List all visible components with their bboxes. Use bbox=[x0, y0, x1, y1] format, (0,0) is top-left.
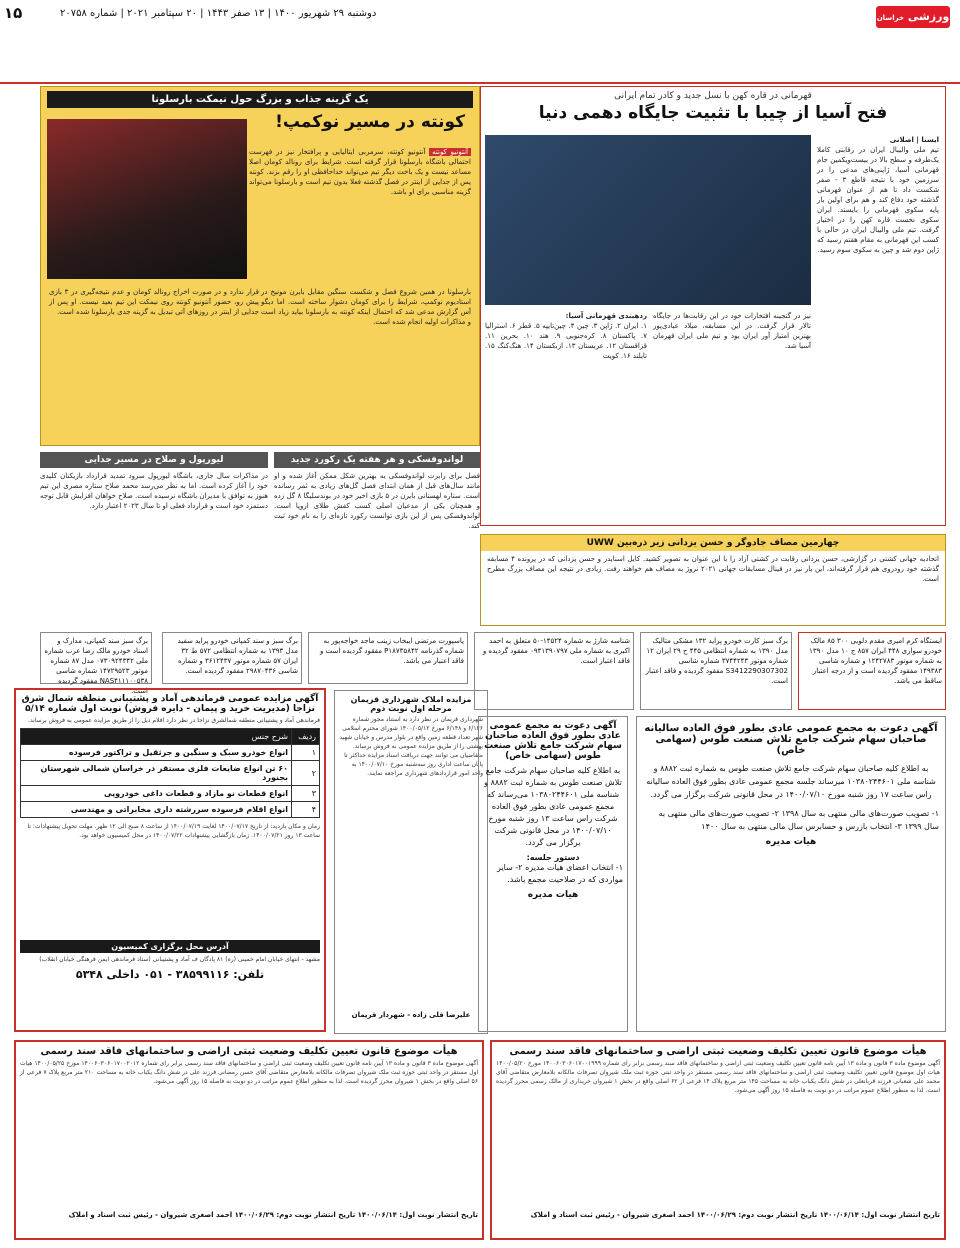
meeting-a-agenda: ۱- انتخاب اعضای هیات مدیره ۲- سایر مواردی که در صلاحیت مجمع باشد. bbox=[497, 863, 623, 884]
meeting-b-agenda: ۱- تصویب صورت‌های مالی منتهی به سال ۱۳۹۸ ۲- تصویب صورت‌های مالی منتهی به سال ۱۳۹۹ ۳- انتخاب بازرس و حسابرس سال مالی منتهی به سال ۱۴۰۰ bbox=[658, 809, 939, 831]
qariman-ad bbox=[334, 690, 488, 1034]
volleyball-body-col2: نیز در گنجینه افتخارات خود در این رقابت‌ها در جایگاه تالار قرار گرفت. در این مسابقه، میلاد عبادی‌پور بهترین امتیاز آور ایران بود و تیم ملی ایران قهرمان آسیا شد. bbox=[653, 312, 811, 350]
results-title: ردهبندی قهرمانی آسیا: bbox=[565, 312, 647, 320]
meeting-a-body: به اطلاع کلیه صاحبان سهام شرکت جامع تلاش صنعت طوس به شماره ثبت ۸۸۸۲ و شناسه ملی ۱۰۳۸۰۲۴۴۶۰۱ می‌رساند که مجمع عمومی عادی بطور فوق العاده شرکت راس ساعت ۱۳ روز شنبه مورخ ۱۴۰۰/۰۷/۱۰ در محل قانونی شرکت برگزار می گردد. bbox=[484, 766, 622, 847]
lewandowski-title: لواندوفسکی و هر هفته یک رکورد جدید bbox=[274, 452, 480, 468]
conte-article bbox=[40, 86, 480, 446]
table-row: ۱ انواع خودرو سبک و سنگین و جرثقیل و تراکتور فرسوده bbox=[21, 745, 320, 761]
tender-title: آگهی مزایده عمومی فرماندهی آماد و پشتیبانی منطقه شمال شرق نزاجا (مدیریت خرید و پیمان - دایره فروش) نوبت اول شماره ۵/۱۴ bbox=[21, 694, 319, 714]
small-ad-3: شناسه شارژ به شماره ۱۴۵۲۴-۵۰ متعلق به احمد اکبری به شماره ملی ۰۹۴۱۳۹۰۷۹۷ مفقود گردیده و فاقد اعتبار است. bbox=[474, 632, 634, 710]
volleyball-body: تیم ملی والیبال ایران در رقابتی کاملا یک‌طرفه و سطح بالا در بیست‌ویکمین جام قهرمانی آسیا، ژاپنی‌های مدعی را در سرزمین خود با نتیجه قاطع ۳ - صفر شکست داد تا هم از عنوان قهرمانی گذشته خود دفاع کند و هم برای اولین بار پایه سکوی قهرمانی را بایستد. ایران سکوی نخست قاره کهن را در اختیار گرفت. تیم ملی والیبال ایران در حالی با کسب این قهرمانی به مقام هفتم رسید که ژاپن دوم شد و چین به سکوی سوم رسید. bbox=[817, 146, 939, 254]
tender-col-index: ردیف bbox=[292, 729, 320, 745]
legal-notice-1-title: هیأت موضوع قانون تعیین تکلیف وضعیت ثبتی اراضی و ساختمانهای فاقد سند رسمی bbox=[509, 1046, 927, 1057]
section-logo: ورزشی خراسان bbox=[876, 6, 950, 28]
meeting-b-ad bbox=[636, 716, 946, 1032]
volleyball-body-col1 bbox=[817, 135, 939, 520]
uww-body: اتحادیه جهانی کشتی در گزارشی، حسن یزدانی رقابت در کشتی آزاد را با این عنوان به تصویر کشید. کایل اسنایدر و حسن یزدانی که در پرونده ۴ مسابقه گذشته خود رودروی هم قرار گرفته‌اند، این بار نیز در فینال مسابقات جهانی ۲۰۲۱ نروژ به مصاف هم خواهند رفت. زیادی در نتیجه این مصاف بزرگ مطرح است. bbox=[487, 555, 939, 583]
small-ad-2: برگ سبز کارت خودرو پراید ۱۳۲ مشکی متالیک مدل ۱۳۹۰ به شماره انتظامی ۴۴۵ ح ۲۹ ایران ۱۲ شماره موتور ۳۷۴۴۲۴۳ شماره شاسی S3412290307302 مفقود گردیده و فاقد اعتبار است. bbox=[640, 632, 792, 710]
volleyball-team-photo bbox=[485, 135, 811, 305]
volleyball-article bbox=[480, 86, 946, 526]
volleyball-kicker: قهرمانی در قاره کهن با نسل جدید و کادر تمام ایرانی bbox=[614, 91, 812, 101]
lewandowski-article bbox=[274, 452, 480, 628]
qariman-body: شهرداری قریمان در نظر دارد به استناد مجوز شماره ۶/۱۴۶ و ۶/۱۴۸ مورخ ۱۴۰۰/۰۵/۱۲ شورای محترم اسلامی شهر تعداد قطعه زمین واقع در بلوار مدرس و خیابان شهید بهشتی را از طریق مزایده عمومی به فروش برساند. متقاضیان می توانند جهت دریافت اسناد مزایده حداکثر تا پایان ساعت اداری روز سه‌شنبه مورخ ۱۴۰۰/۰۷/۱۰ به واحد امور قراردادهای شهرداری مراجعه نمایند. bbox=[339, 716, 483, 777]
conte-source-tag: آنتونیو کونته bbox=[429, 148, 471, 156]
liverpool-body: در مذاکرات سال جاری، باشگاه لیورپول سرود تمدید قرارداد بازیکنان کلیدی خود را آغاز کرده است. اما به نظر می‌رسد محمد صلاح ستاره مصری این تیم هنوز به توافق با مدیران باشگاه نرسیده است. صلاح خواهان افزایش قابل توجه دستمزد خود است و قرارداد فعلی او تا سال ۲۰۲۳ اعتبار دارد. bbox=[40, 472, 268, 510]
results-list: ۱. ایران ۲. ژاپن ۳. چین ۴. چین‌تایپه ۵. قطر ۶. استرالیا ۷. پاکستان ۸. کره‌جنوبی ۹. هند ۱۰. بحرین ۱۱. قزاقستان ۱۲. عربستان ۱۳. ازبکستان ۱۴. هنگ‌کنگ ۱۵. تایلند ۱۶. کویت bbox=[485, 322, 647, 360]
meeting-a-ad bbox=[478, 716, 628, 1032]
uww-article bbox=[480, 534, 946, 626]
table-row: ۴ انواع اقلام فرسوده سررشته داری مخابراتی و مهندسی bbox=[21, 802, 320, 818]
meeting-b-title: آگهی دعوت به مجمع عمومی عادی بطور فوق العاده سالیانه صاحبان سهام شرکت جامع تلاش صنعت طوس (سهامی خاص) bbox=[644, 723, 938, 756]
meeting-a-title: آگهی دعوت به مجمع عمومی عادی بطور فوق العاده صاحبان سهام شرکت جامع تلاش صنعت طوس (سهامی خاص) bbox=[484, 721, 622, 761]
page-number: ۱۵ bbox=[4, 4, 23, 22]
conte-kicker: یک گزینه جذاب و بزرگ حول نیمکت بارسلونا bbox=[47, 91, 473, 108]
small-ad-5: برگ سبز و سند کمپانی خودرو پراید سفید مدل ۱۳۹۳ به شماره انتظامی ۵۷۲ ط ۳۲ ایران ۵۷ شماره موتور ۳۶۱۲۴۳۷ و شماره شاسی ۲۹۸۷۰۴۳۶ مفقود گردیده است. bbox=[162, 632, 302, 684]
conte-photo bbox=[47, 119, 247, 279]
conte-body-col2: بارسلونا در همین شروع فصل و شکست سنگین مقابل بایرن مونیخ در استادیوم نوکمپ، شرایط را برای کومان دشوار ساخته است. اما دیگو آس گزارش مدعی شد که احتمال اینکه کونته به بارسلونا بیاید زیاد است و مذاکرات اولیه انجام شده است. bbox=[261, 288, 471, 326]
tender-intro: فرماندهی آماد و پشتیبانی منطقه شمالشرق نزاجا در نظر دارد اقلام ذیل را از طریق مزایده عمومی به فروش برساند. bbox=[28, 717, 320, 724]
volleyball-results bbox=[485, 311, 647, 521]
tender-body: زمان و مکان بازدید: از تاریخ ۱۴۰۰/۰۷/۱۷ لغایت ۱۴۰۰/۰۷/۱۹ از ساعت ۸ صبح الی ۱۲ ظهر. مهلت تحویل پیشنهادات: تا ساعت ۱۳ روز ۱۴۰۰/۰۷/۲۱. زمان بازگشایی پیشنهادات ۱۴۰۰/۰۷/۲۲ در محل کمیسیون خواهد بود. bbox=[27, 823, 320, 839]
conte-body-col1 bbox=[249, 147, 471, 281]
small-ad-6: برگ سبز سند کمپانی، مدارک و اسناد خودرو مالک رضا عرب شماره ملی ۰۷۳۰۹۲۴۳۴۲ مدل ۸۷ شماره موتور ۱۴۷۲۹۵۲۳ شماره شاسی NAS۴۱۱۱۰۰۵۳۸ مفقود گردیده است. bbox=[40, 632, 152, 684]
dateline: دوشنبه ۲۹ شهریور ۱۴۰۰ | ۱۳ صفر ۱۴۴۳ | ۲۰ سپتامبر ۲۰۲۱ | شماره ۲۰۷۵۸ bbox=[60, 8, 377, 19]
tender-address-title: آدرس محل برگزاری کمیسیون bbox=[20, 940, 320, 953]
byline: ایسنا | اصلانی bbox=[889, 136, 939, 144]
conte-body: آنتونیو کونته، سرمربی ایتالیایی و پرافتخار نیز در فهرست احتمالی باشگاه بارسلونا قرار گرفته است. شرایط برای رونالد کومان اصلا مساعد نیست و یک باخت دیگر تیم می‌تواند خداحافظی او را رقم بزند. کونته پس از جدایی از اینتر در فصل گذشته فعلا بدون تیم است و بارسلونا می‌تواند گزینه مناسبی برای او باشد. bbox=[249, 148, 471, 196]
uww-title: چهارمین مصاف جادوگر و حسن یزدانی زیر ذره‌بین UWW bbox=[481, 535, 945, 551]
tender-phone: تلفن: ۳۸۵۹۹۱۱۶ - ۰۵۱ داخلی ۵۳۴۸ bbox=[75, 968, 265, 981]
small-ad-1: ایستگاه کرم امیری مقدم دلویی ۳۰۰ ۸۵ مالک خودرو سواری ۴۴۸ ایران ۸۵۷ ج ۱۰ مدل ۱۳۹۰ به شماره موتور ۱۲۴۲۷۸۳ و شماره شاسی ۱۴۹۳۸۳ مفقود گردیده است و از درجه اعتبار ساقط می باشد. bbox=[798, 632, 946, 710]
table-row: ۳ انواع قطعات نو مازاد و قطعات داغی خودرویی bbox=[21, 786, 320, 802]
conte-headline: کونته در مسیر نوکمپ! bbox=[275, 112, 465, 132]
tender-col-desc: شرح جنس bbox=[21, 729, 292, 745]
small-ad-4: پاسپورت مرتضی ایبخاب زینب ماجد خواجه‌پور به شماره گذرنامه P۱۸۷۳۵۸۴۲ مفقود گردیده است و فاقد اعتبار می باشد. bbox=[308, 632, 468, 684]
qariman-signature: علیرضا قلی زاده - شهردار قریمان bbox=[351, 1011, 471, 1019]
tender-table bbox=[20, 728, 320, 818]
legal-notice-1-footer: تاریخ انتشار نوبت اول: ۱۴۰۰/۰۶/۱۴ تاریخ انتشار نوبت دوم: ۱۴۰۰/۰۶/۲۹ احمد اصغری شیروان - رئیس ثبت اسناد و املاک bbox=[530, 1211, 940, 1219]
meeting-a-sign: هیات مدیره bbox=[527, 890, 579, 900]
meeting-a-agenda-title: دستور جلسه: bbox=[526, 853, 580, 862]
legal-notice-2-title: هیأت موضوع قانون تعیین تکلیف وضعیت ثبتی اراضی و ساختمانهای فاقد سند رسمی bbox=[40, 1046, 458, 1057]
meeting-b-sign: هیات مدیره bbox=[765, 837, 817, 847]
table-row: ۲ ۶۰ تن انواع ضایعات فلزی مستقر در خراسان شمالی شهرستان بجنورد bbox=[21, 761, 320, 786]
page-header bbox=[0, 0, 960, 84]
legal-notice-1-body: آگهی موضوع ماده ۳ قانون و ماده ۱۳ آیین نامه قانون تعیین تکلیف وضعیت ثبتی اراضی و ساختمانهای فاقد سند رسمی برابر رای شماره ۱۴۰۰۶۰۳۰۶۰۱۷۰۰۱۹۹۹ مورخ ۱۴۰۰/۰۵/۲۰ هیات اول موضوع قانون تعیین تکلیف وضعیت ثبتی اراضی و ساختمانهای فاقد سند رسمی مستقر در واحد ثبتی حوزه ثبت ملک شیروان تصرفات مالکانه بلامعارض متقاضی آقای محمد علی شعبانی فرزند قربانعلی در شش دانگ یکباب خانه به مساحت ۱۴۵ متر مربع پلاک ۱۴ فرعی از ۶۲ اصلی واقع در بخش ۱ شیروان خریداری از مالک رسمی محرز گردیده است. لذا به منظور اطلاع عموم مراتب در دو نوبت به فاصله ۱۵ روز آگهی می‌شود. bbox=[496, 1060, 940, 1094]
lewandowski-body: فصل برای رابرت لواندوفسکی به بهترین شکل ممکن آغاز شده و او مانند سال‌های قبل از همان ابتدای فصل گل‌های زیادی به ثمر رسانده است. ستاره لهستانی بایرن در ۵ بازی اخیر خود در بوندسلیگا ۸ گل زده و همچنان یکی از مدعیان اصلی کسب کفش طلای اروپا است. لواندوفسکی پس از این بازی توانست رکورد تازه‌ای را به نام خود ثبت کند. bbox=[274, 472, 481, 530]
tender-ad bbox=[14, 688, 326, 1032]
meeting-b-body: به اطلاع کلیه صاحبان سهام شرکت جامع تلاش صنعت طوس به شماره ثبت ۸۸۸۲ و شناسه ملی ۱۰۳۸۰۲۴۴۶۰۱ میرساند جلسه مجمع عمومی عادی بطور فوق العاده سالیانه راس ساعت ۱۷ روز شنبه مورخ ۱۴۰۰/۰۷/۱۰ در محل قانونی شرکت برگزار می گردد. bbox=[646, 764, 936, 799]
volleyball-headline: فتح آسیا از چیبا با تثبیت جایگاه دهمی دنیا bbox=[538, 103, 888, 123]
legal-notice-1 bbox=[490, 1040, 946, 1240]
liverpool-title: لیورپول و صلاح در مسیر جدایی bbox=[40, 452, 268, 468]
qariman-title: مزایده املاک شهرداری قریمان مرحله اول نوبت دوم bbox=[350, 695, 472, 713]
liverpool-article bbox=[40, 452, 268, 628]
legal-notice-2 bbox=[14, 1040, 484, 1240]
legal-notice-2-body: آگهی موضوع ماده ۳ قانون و ماده ۱۳ آیین نامه قانون تعیین تکلیف وضعیت ثبتی اراضی و ساختمانهای فاقد سند رسمی برابر رای شماره ۱۴۰۰۶۰۳۰۶۰۱۷۰۰۲۰۱۲ مورخ ۱۴۰۰/۰۵/۲۵ هیات اول مستقر در واحد ثبتی حوزه ثبت ملک شیروان تصرفات مالکانه بلامعارض متقاضی آقای حسن رمضانی فرزند علی در شش دانگ یکباب خانه به مساحت ۲۱۰ متر مربع پلاک ۷ فرعی از ۵۶ اصلی واقع در بخش ۱ شیروان محرز گردیده است. لذا به منظور اطلاع عموم مراتب در دو نوبت به فاصله ۱۵ روز آگهی می‌شود. bbox=[20, 1060, 479, 1085]
legal-notice-2-footer: تاریخ انتشار نوبت اول: ۱۴۰۰/۰۶/۱۴ تاریخ انتشار نوبت دوم: ۱۴۰۰/۰۶/۲۹ احمد اصغری شیروان - رئیس ثبت اسناد و املاک bbox=[68, 1211, 478, 1219]
conte-body-col3: قرار ندارد و در صورت اخراج رونالد کومان و عدم نتیجه‌گیری در ۳ بازی پیش رو، حضور آنتونیو کونته روی نیمکت این تیم بعید نیست. او پس از جدایی از اینتر در روزهای آتی تبدیل به گزینه جدی بارسلونا شده است. bbox=[49, 288, 259, 316]
tender-address: مشهد - انتهای خیابان امام خمینی (ره) ۸۱ پادگان ف آماد و پشتیبانی (ستاد فرماندهی ایمن فرهنگی خیابان انقلاب) bbox=[39, 956, 320, 963]
